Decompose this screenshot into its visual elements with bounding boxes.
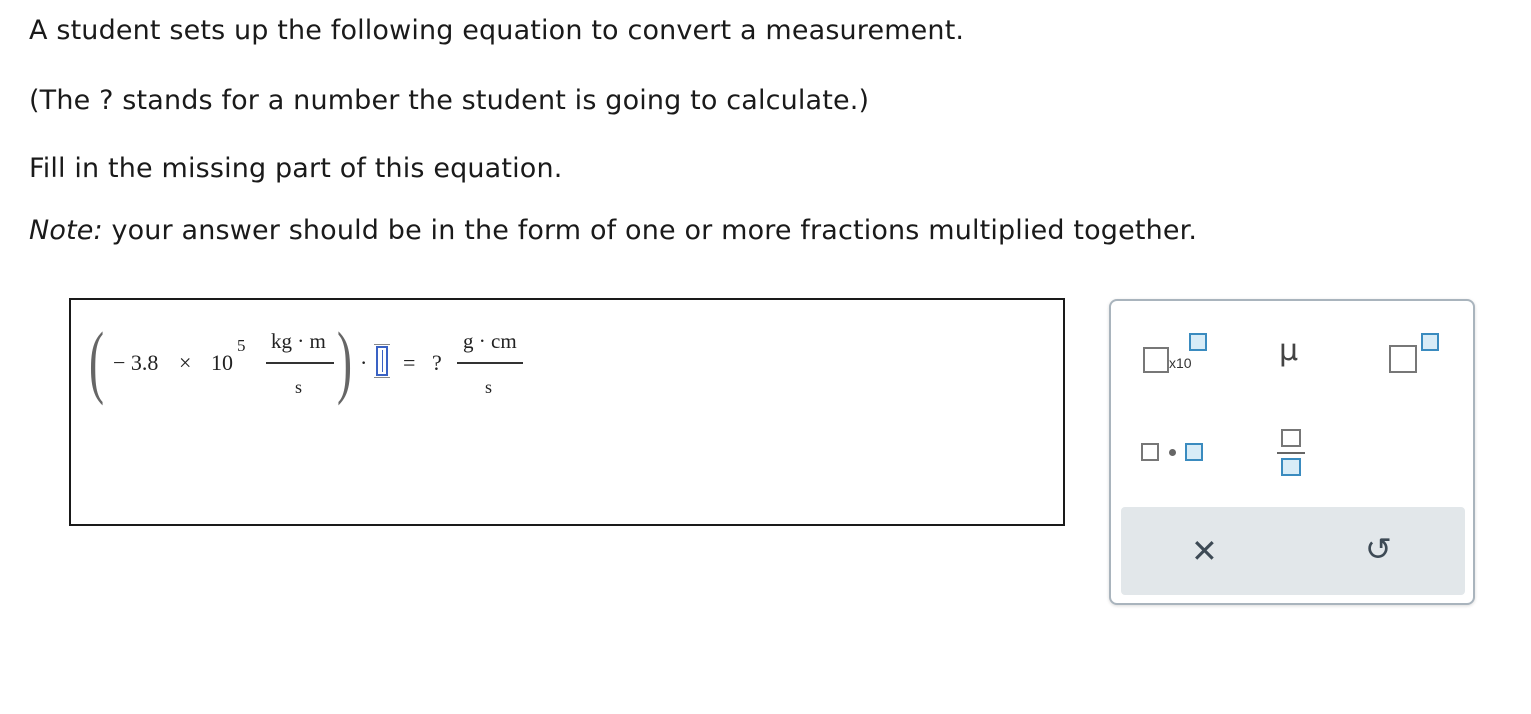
- answer-box[interactable]: [69, 298, 1065, 526]
- superscript-box-icon: [1421, 333, 1439, 351]
- right-paren: ): [337, 315, 353, 406]
- equals-sign: =: [403, 350, 416, 375]
- left-operand-box-icon: [1141, 443, 1159, 461]
- scientific-notation-button[interactable]: [1137, 329, 1207, 377]
- answer-input-slot[interactable]: [376, 346, 388, 376]
- math-palette: [1109, 299, 1475, 605]
- question-line-1: A student sets up the following equation to convert a measurement.: [29, 15, 965, 46]
- text-caret: [382, 350, 383, 372]
- right-denominator: s: [485, 377, 493, 397]
- left-denominator: s: [295, 377, 303, 397]
- x10-label: x10: [1169, 355, 1192, 371]
- right-operand-box-icon: [1185, 443, 1203, 461]
- fraction-button[interactable]: [1277, 423, 1307, 483]
- left-numerator: kg · m: [271, 329, 326, 353]
- note-text: your answer should be in the form of one or more fractions multiplied together.: [102, 215, 1198, 246]
- multiply-dot: ·: [360, 350, 368, 375]
- fraction-bar-icon: [1277, 452, 1305, 454]
- clear-button[interactable]: ✕: [1191, 532, 1218, 570]
- left-paren: (: [89, 315, 105, 406]
- left-fraction-bar: [266, 362, 334, 364]
- power-base: 10: [211, 350, 233, 375]
- question-note: [29, 215, 1197, 246]
- exponent-box-icon: [1189, 333, 1207, 351]
- power-exponent: 5: [237, 336, 246, 355]
- mu-button[interactable]: [1275, 333, 1315, 375]
- dot-operator-icon: [1169, 449, 1176, 456]
- equation: [71, 300, 1067, 528]
- unknown-symbol: ?: [432, 350, 442, 375]
- times-symbol: ×: [179, 350, 192, 375]
- numerator-box-icon: [1281, 429, 1301, 447]
- base-box-icon: [1389, 345, 1417, 373]
- action-bar: [1121, 507, 1465, 595]
- denominator-box-icon: [1281, 458, 1301, 476]
- mantissa-box-icon: [1143, 347, 1169, 373]
- question-line-2: (The ? stands for a number the student is going to calculate.): [29, 85, 870, 116]
- multiplication-dot-button[interactable]: [1139, 439, 1203, 469]
- right-numerator: g · cm: [463, 329, 517, 353]
- question-line-3: Fill in the missing part of this equation.: [29, 153, 563, 184]
- superscript-button[interactable]: [1385, 329, 1447, 377]
- right-fraction-bar: [457, 362, 523, 364]
- mu-icon: μ: [1279, 333, 1299, 368]
- note-label: Note:: [29, 215, 103, 246]
- undo-button[interactable]: ↺: [1365, 530, 1392, 568]
- coefficient: − 3.8: [113, 350, 159, 375]
